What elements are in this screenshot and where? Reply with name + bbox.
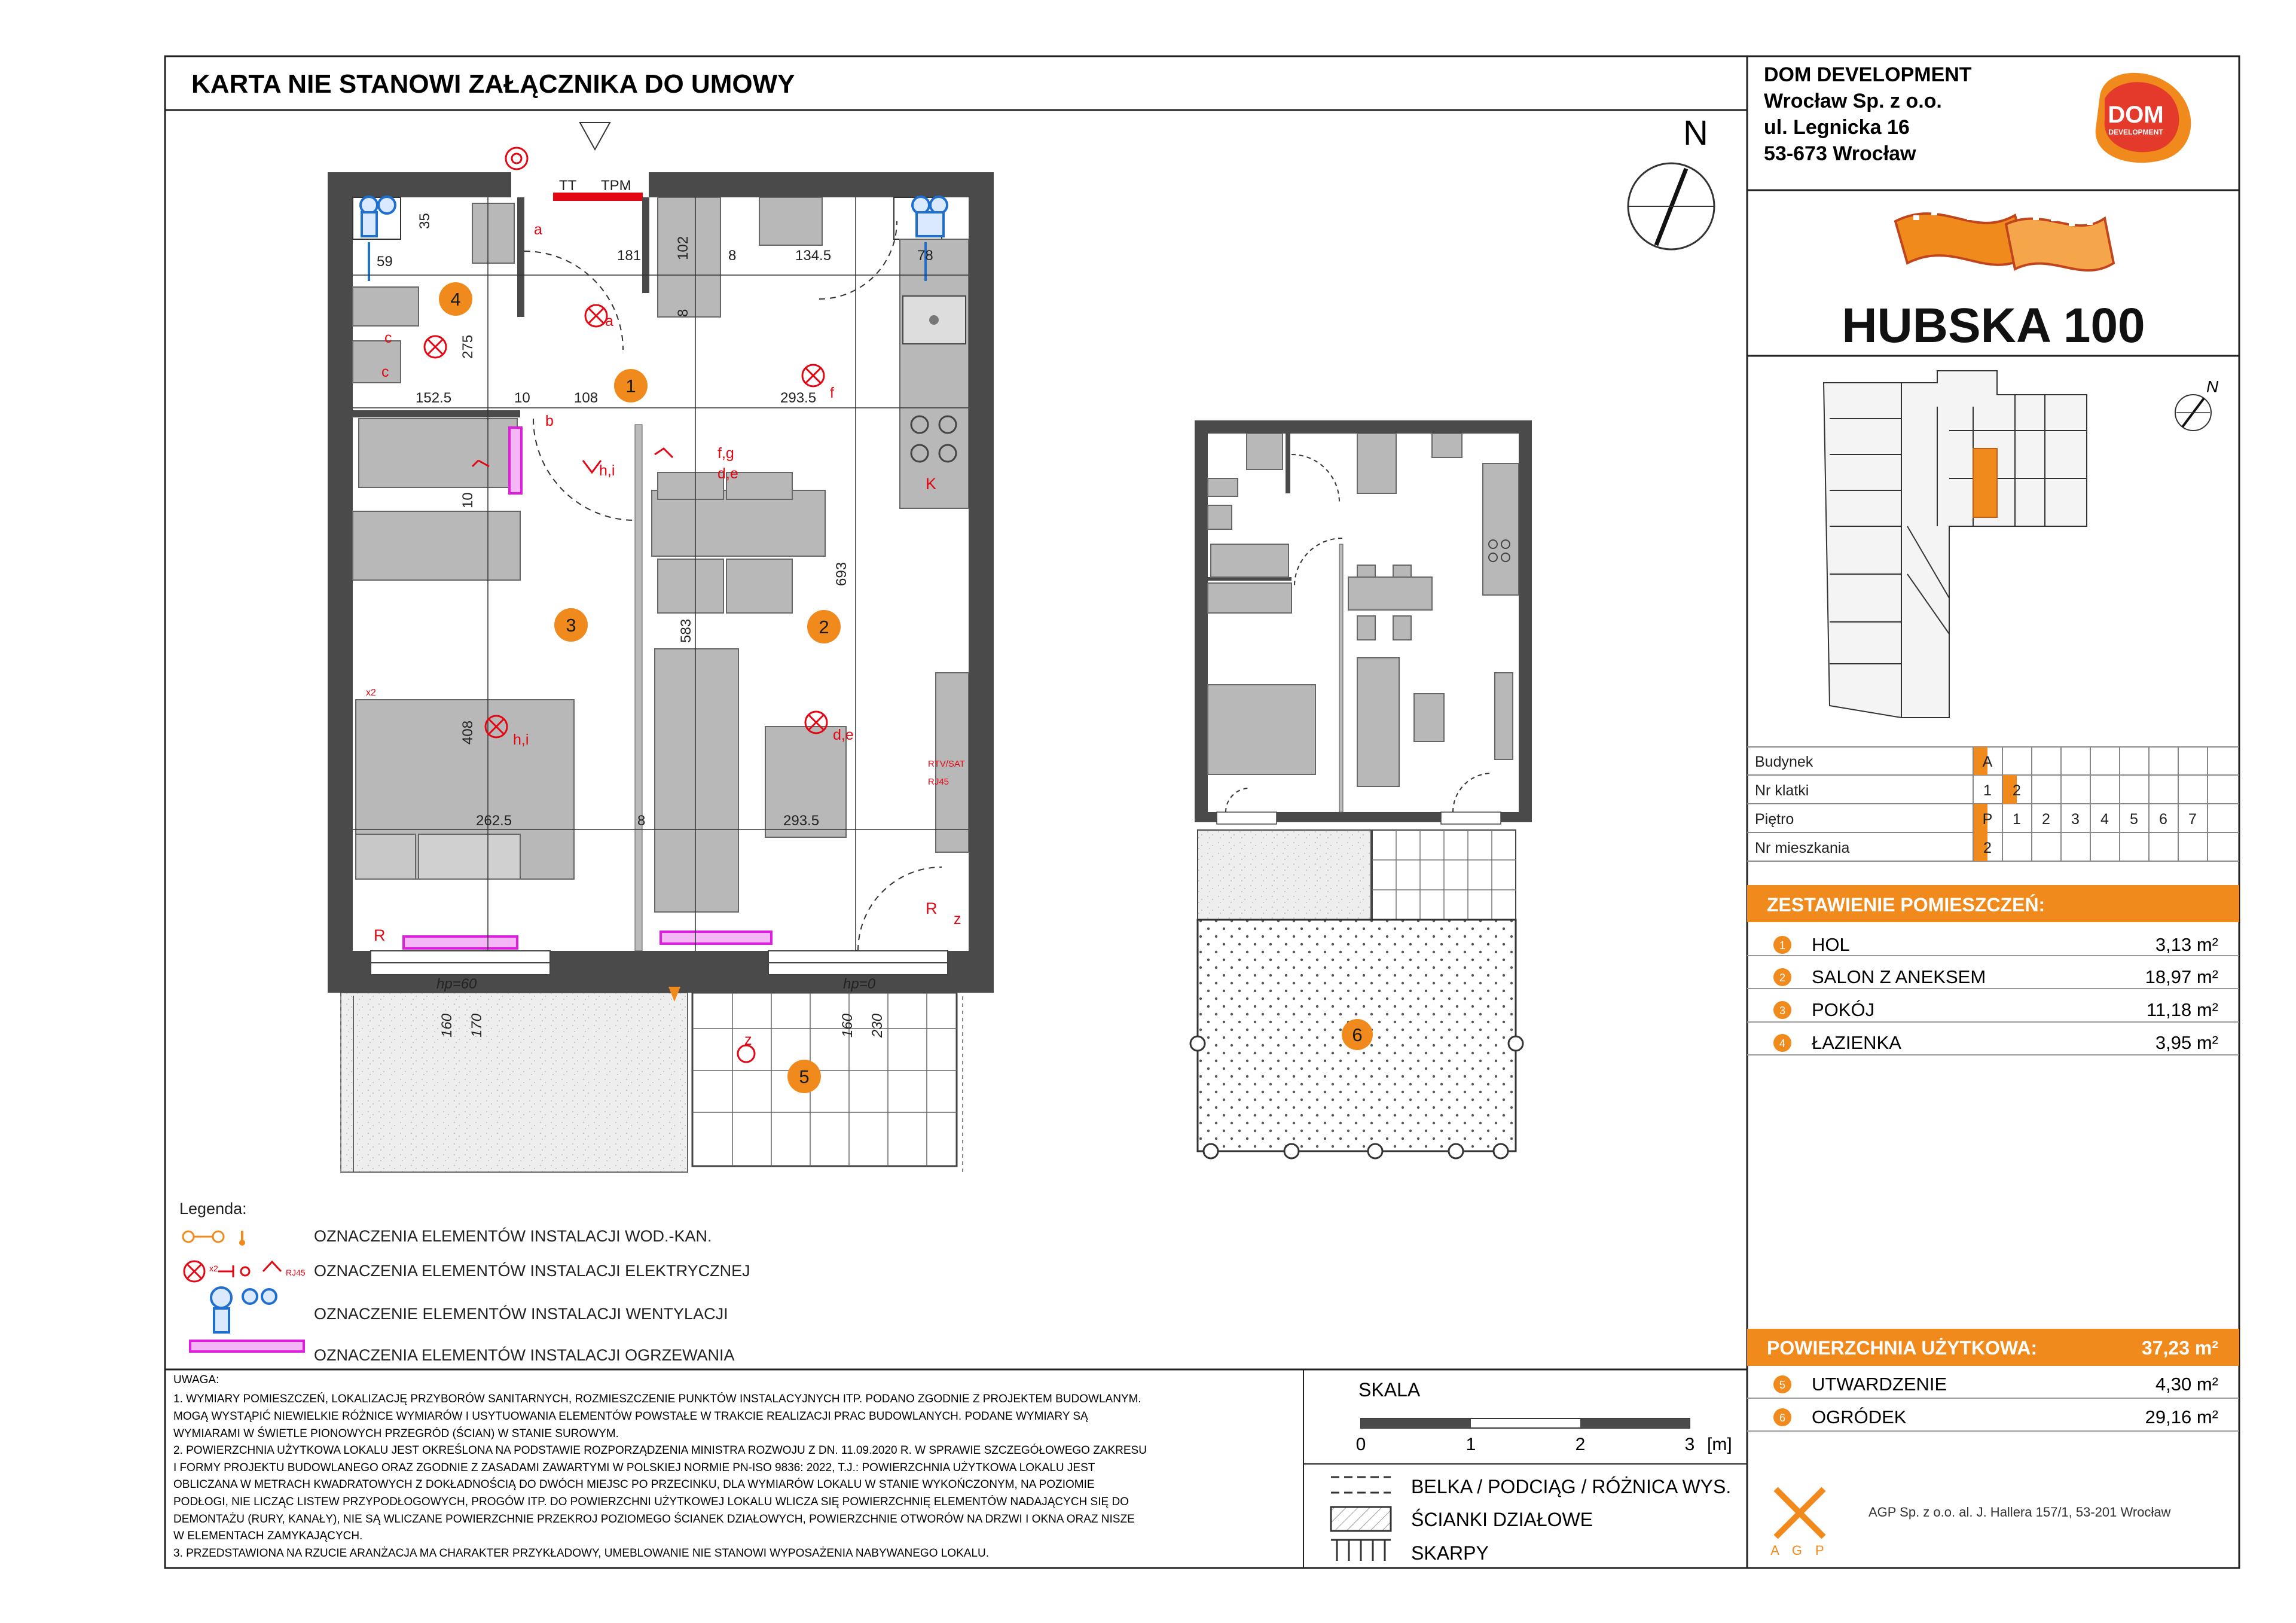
dimension-label: 10 <box>460 492 476 508</box>
label-tpm: TPM <box>601 178 631 194</box>
svg-text:5: 5 <box>799 1066 810 1087</box>
room-area: 3,95 m² <box>2155 1032 2218 1053</box>
room-badge-3 <box>554 608 588 642</box>
entrance-marker <box>580 123 610 150</box>
room-badge-5 <box>787 1060 821 1093</box>
info-cell: 4 <box>2100 811 2109 828</box>
film-strip-logo <box>1895 209 2114 270</box>
dimension-label: 59 <box>377 254 393 270</box>
dimension-label: 408 <box>460 720 476 745</box>
legend-item-ventilation: OZNACZENIE ELEMENTÓW INSTALACJI WENTYLACJI <box>314 1305 728 1323</box>
legend-title: Legenda: <box>179 1200 247 1218</box>
notes-title: UWAGA: <box>173 1374 219 1386</box>
room-area: 3,13 m² <box>2155 934 2218 955</box>
svg-text:3: 3 <box>1779 1005 1786 1017</box>
scale-title: SKALA <box>1358 1379 1421 1401</box>
dimension-label: 293.5 <box>783 813 820 829</box>
dimension-label: 78 <box>917 248 933 264</box>
svg-text:4: 4 <box>450 289 461 310</box>
label-f: f <box>830 385 834 401</box>
label-b: b <box>545 413 554 429</box>
info-cell: 2 <box>1983 840 1992 856</box>
note-line: W ELEMENTACH ZAMYKAJĄCYCH. <box>173 1530 363 1542</box>
label-rtv-sat: RTV/SAT <box>928 759 965 769</box>
note-line: 3. PRZEDSTAWIONA NA RZUCIE ARANŻACJA MA CHARAKTER PRZYKŁADOWY, UMEBLOWANIE NIE STANOWI WYPOSAŻENIA NABYWANEGO LOKALU. <box>173 1547 990 1560</box>
label-a: a <box>534 221 542 238</box>
notes-block <box>173 1374 1147 1560</box>
agp-address: AGP Sp. z o.o. al. J. Hallera 157/1, 53-201 Wrocław <box>1868 1505 2171 1520</box>
dimension-label: 8 <box>675 309 691 317</box>
label-de: d,e <box>833 727 854 743</box>
label-c: c <box>381 364 389 380</box>
dimension-label: 583 <box>678 618 694 643</box>
label-de: d,e <box>718 465 738 482</box>
svg-text:1: 1 <box>1779 939 1786 951</box>
legend <box>179 1200 750 1364</box>
agp-logo <box>1770 1489 1828 1558</box>
note-line: PODŁOGI, NIE LICZĄC LISTEW PRZYPODŁOGOWYCH, PROGÓW ITP. DO POWIERZCHNI UŻYTKOWEJ LOKALU WLICZA SIĘ POWIERZCHNIĘ ELEMENTÓW NADAJĄCYCH SIĘ DO <box>173 1496 1129 1508</box>
room-badge-6 <box>1342 1019 1373 1050</box>
logo-word-dom: DOM <box>2108 102 2164 128</box>
dimension-label: 230 <box>869 1013 886 1038</box>
room-row <box>1773 1032 2218 1053</box>
room-name: ŁAZIENKA <box>1812 1032 1901 1053</box>
svg-text:4: 4 <box>1779 1038 1786 1050</box>
label-a: a <box>605 313 613 330</box>
company-postcode: 53-673 Wrocław <box>1764 142 1916 165</box>
note-line: OBLICZANA W METRACH KWADRATOWYCH Z DOKŁADNOŚCIĄ DO DWÓCH MIEJSC PO PRZECINKU, DLA WYMIARÓW LOKALU W STANIE WYKOŃCZONYM, NA POZIOMIE <box>173 1478 1095 1491</box>
room-badge-1 <box>614 369 648 402</box>
dimension-label: 102 <box>675 236 691 260</box>
room-name: HOL <box>1812 934 1850 955</box>
legend-heating-icon <box>190 1341 304 1352</box>
info-label-budynek: Budynek <box>1755 753 1813 770</box>
dimension-label: 152.5 <box>416 390 452 406</box>
note-line: 2. POWIERZCHNIA UŻYTKOWA LOKALU JEST OKREŚLONA NA PODSTAWIE ROZPORZĄDZENIA MINISTRA ROZWOJU Z DN. 11.09.2020 R. W SPRAWIE SZCZEGÓŁOWEGO ZAKRESU <box>173 1444 1147 1457</box>
symbol-slope-label: SKARPY <box>1411 1542 1489 1564</box>
dimension-label: 275 <box>460 334 476 359</box>
dimension-label: 35 <box>417 213 433 229</box>
info-cell: 1 <box>2013 811 2021 828</box>
logo-word-development: DEVELOPMENT <box>2108 128 2163 136</box>
label-z: z <box>954 911 961 928</box>
label-x2: x2 <box>366 688 376 698</box>
label-r: R <box>926 899 938 917</box>
mini-floor-plan <box>1190 420 1532 1158</box>
label-fg: f,g <box>718 445 734 462</box>
dimension-label: 262.5 <box>476 813 512 829</box>
scale-tick: 3 <box>1684 1435 1695 1454</box>
room-name: UTWARDZENIE <box>1812 1374 1947 1395</box>
dom-development-logo <box>2096 73 2191 163</box>
note-line: I FORMY PROJEKTU BUDOWLANEGO ORAZ ZGODNIE Z ZASADAMI ZAWARTYMI W POLSKIEJ NORMIE PN-ISO 9836: 2022, T.J.: POWIERZCHNIA UŻYTKOWA LOKALU JEST <box>173 1462 1095 1474</box>
note-line: WYMIARAMI W ŚWIETLE PIONOWYCH PRZEGRÓD (ŚCIAN) W STANIE SUROWYM. <box>173 1427 619 1440</box>
svg-text:2: 2 <box>1779 972 1786 984</box>
svg-text:6: 6 <box>1352 1024 1363 1045</box>
svg-text:RJ45: RJ45 <box>286 1268 306 1277</box>
company-city: Wrocław Sp. z o.o. <box>1764 90 1942 112</box>
dimension-label: 134.5 <box>795 248 832 264</box>
label-tt: TT <box>559 178 577 194</box>
dimension-label: 8 <box>637 813 646 829</box>
info-label-mieszkanie: Nr mieszkania <box>1755 840 1850 856</box>
svg-text:6: 6 <box>1779 1412 1786 1424</box>
info-cell: 6 <box>2159 811 2167 828</box>
info-cell: P <box>1982 811 1993 828</box>
dimension-label: 181 <box>617 248 642 264</box>
info-cell: A <box>1982 753 1993 770</box>
legend-item-electrical: OZNACZENIA ELEMENTÓW INSTALACJI ELEKTRYCZNEJ <box>314 1262 750 1280</box>
room-row <box>1773 966 2218 987</box>
north-label: N <box>1683 114 1708 152</box>
legend-electrical-icon <box>184 1261 306 1282</box>
symbols-key <box>1331 1476 1731 1564</box>
legend-item-plumbing: OZNACZENIA ELEMENTÓW INSTALACJI WOD.-KAN. <box>314 1227 712 1245</box>
extra-row <box>1773 1374 2218 1395</box>
info-cell: 2 <box>2013 782 2021 799</box>
info-cell: 3 <box>2071 811 2080 828</box>
info-cell: 2 <box>2042 811 2050 828</box>
dimension-label: 160 <box>839 1013 856 1038</box>
dimension-label: 10 <box>514 390 530 406</box>
room-badge-4 <box>439 282 472 316</box>
label-c: c <box>384 330 392 346</box>
scale-unit: [m] <box>1707 1435 1732 1454</box>
main-floor-plan <box>328 123 994 1172</box>
room-name: SALON Z ANEKSEM <box>1812 966 1986 987</box>
window-sill-height: hp=0 <box>843 976 876 992</box>
label-hi: h,i <box>513 731 529 748</box>
project-name: HUBSKA 100 <box>1842 298 2145 353</box>
info-cell: 1 <box>1983 782 1992 799</box>
svg-text:1: 1 <box>625 376 636 396</box>
page-title: KARTA NIE STANOWI ZAŁĄCZNIKA DO UMOWY <box>191 69 795 99</box>
label-hi: h,i <box>599 462 615 479</box>
room-name: POKÓJ <box>1812 999 1875 1020</box>
info-label-pietro: Piętro <box>1755 811 1794 828</box>
company-address <box>1764 63 1972 165</box>
scale-tick: 1 <box>1465 1435 1476 1454</box>
room-name: OGRÓDEK <box>1812 1407 1907 1427</box>
room-area: 11,18 m² <box>2146 999 2218 1020</box>
note-line: 1. WYMIARY POMIESZCZEŃ, LOKALIZACJĘ PRZYBORÓW SANITARNYCH, ROZMIESZCZENIE PUNKTÓW INSTALACYJNYCH ITP. PODANO ZGODNIE Z PROJEKTEM BUDOWLANYM. <box>173 1393 1141 1405</box>
total-area-label: POWIERZCHNIA UŻYTKOWA: <box>1767 1337 2038 1359</box>
window-sill-height: hp=60 <box>436 976 477 992</box>
north-arrow <box>1628 114 1714 249</box>
room-area: 29,16 m² <box>2145 1407 2218 1427</box>
svg-text:x2: x2 <box>209 1264 218 1273</box>
legend-ventilation-icon <box>211 1288 276 1332</box>
site-plan-north-arrow <box>2175 377 2219 431</box>
label-k: K <box>926 475 937 493</box>
legend-item-heating: OZNACZENIA ELEMENTÓW INSTALACJI OGRZEWANIA <box>314 1346 735 1364</box>
symbol-beam-label: BELKA / PODCIĄG / RÓŻNICA WYS. <box>1411 1476 1732 1497</box>
label-z: z <box>744 1032 752 1048</box>
rooms-summary <box>1747 885 2239 1431</box>
room-row <box>1773 999 2218 1020</box>
svg-text:2: 2 <box>819 617 829 637</box>
room-row <box>1773 934 2218 955</box>
note-line: DEMONTAŻU (RURY, KANAŁY), NIE SĄ WLICZANE POWIERZCHNIE PRZEKROJ POZIOMEGO ŚCIANEK DZIAŁOWYCH, POWIERZCHNIE OTWORÓW NA DRZWI I OKNA ORAZ NISZE <box>173 1513 1135 1526</box>
dimension-label: 8 <box>728 248 737 264</box>
agp-letters: A G P <box>1770 1543 1829 1558</box>
info-table <box>1747 747 2239 861</box>
scale-tick: 0 <box>1355 1435 1366 1454</box>
dimension-label: 108 <box>574 390 599 406</box>
site-plan-thumbnail <box>1824 371 2087 718</box>
room-area: 4,30 m² <box>2155 1374 2218 1395</box>
legend-plumbing-icon <box>183 1231 245 1246</box>
room-area: 18,97 m² <box>2145 966 2218 987</box>
svg-text:3: 3 <box>566 615 576 636</box>
dimension-label: 693 <box>833 562 850 586</box>
label-r: R <box>374 926 386 944</box>
scale-tick: 2 <box>1575 1435 1586 1454</box>
company-name: DOM DEVELOPMENT <box>1764 63 1972 86</box>
site-plan-north-label: N <box>2206 377 2219 396</box>
info-cell: 7 <box>2188 811 2197 828</box>
svg-text:5: 5 <box>1779 1379 1786 1391</box>
note-line: MOGĄ WYSTĄPIĆ NIEWIELKIE RÓŻNICE WYMIARÓW I USYTUOWANIA ELEMENTÓW POWSTAŁE W TRAKCIE REALIZACJI PRAC BUDOWLANYCH. PODANE WYMIARY SĄ <box>173 1410 1088 1423</box>
extra-row <box>1773 1407 2218 1427</box>
dimension-label: 170 <box>469 1013 485 1038</box>
dimension-label: 293.5 <box>780 390 817 406</box>
scale-bar <box>1356 1379 1732 1454</box>
info-cell: 5 <box>2130 811 2138 828</box>
dimension-label: 160 <box>439 1013 455 1038</box>
company-street: ul. Legnicka 16 <box>1764 116 1910 139</box>
total-area-value: 37,23 m² <box>2141 1337 2218 1359</box>
rooms-heading: ZESTAWIENIE POMIESZCZEŃ: <box>1767 894 2045 916</box>
room-badge-2 <box>807 610 841 643</box>
symbol-partition-label: ŚCIANKI DZIAŁOWE <box>1411 1509 1593 1530</box>
label-rj45: RJ45 <box>928 777 949 787</box>
info-label-klatka: Nr klatki <box>1755 782 1809 799</box>
